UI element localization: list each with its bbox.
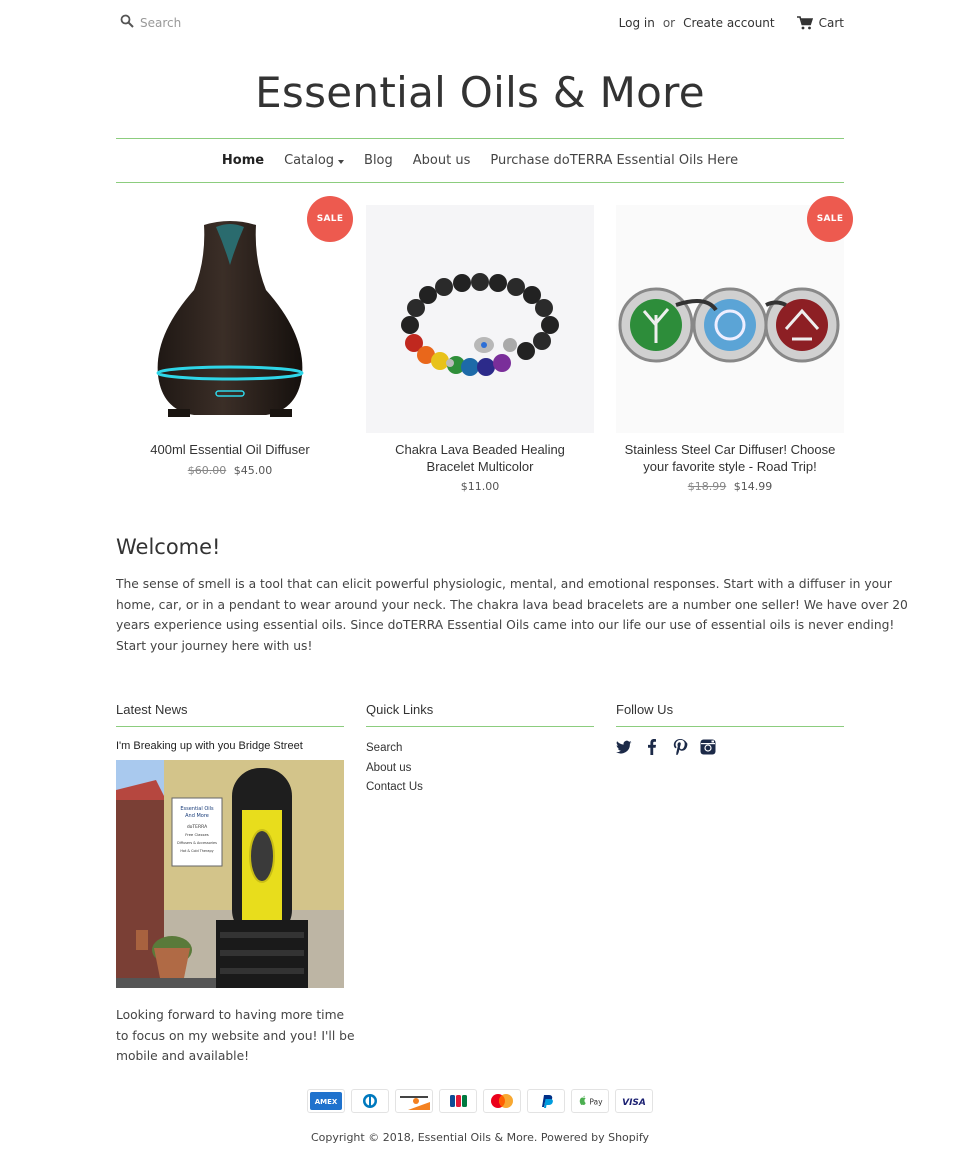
product-card-car-diffuser[interactable] — [616, 205, 844, 493]
facebook-icon[interactable] — [644, 739, 660, 755]
old-price: $60.00 — [187, 463, 227, 477]
product-title[interactable]: Stainless Steel Car Diffuser! Choose your favorite style - Road Trip! — [624, 442, 836, 474]
product-title[interactable]: 400ml Essential Oil Diffuser — [150, 442, 310, 457]
cart-icon — [797, 16, 813, 30]
search-icon[interactable] — [120, 13, 134, 32]
sale-price: $14.99 — [733, 480, 773, 493]
product-card-bracelet[interactable] — [366, 205, 594, 493]
apple-pay-icon — [571, 1089, 609, 1113]
footer-latest-news — [116, 702, 355, 1067]
twitter-icon[interactable] — [616, 739, 632, 755]
product-image-diffuser[interactable] — [116, 205, 344, 433]
visa-icon — [615, 1089, 653, 1113]
news-post-image[interactable] — [116, 760, 344, 988]
cart-link[interactable] — [797, 16, 844, 30]
or-separator: or — [662, 16, 676, 30]
sign-text: Free Classes — [185, 832, 209, 837]
mastercard-icon — [483, 1089, 521, 1113]
copyright: Copyright © 2018, Essential Oils & More. Powered by Shopify — [310, 1131, 650, 1144]
sign-text: And More — [185, 813, 209, 819]
amex-icon — [307, 1089, 345, 1113]
latest-news-title: Latest News — [116, 702, 344, 727]
sale-badge: SALE — [807, 196, 853, 242]
pinterest-icon[interactable] — [672, 739, 688, 755]
welcome-text: The sense of smell is a tool that can elicit powerful physiologic, mental, and emotional responses. Start with a diffuser in your home, car, or in a pendant to wear around your neck. The chakra lava bead bracelets are a number one seller! We have over 20 years experience using essential oils. Since doTERRA Essential Oils came into our life our use of essential oils is never ending! Start your journey here with us! — [116, 577, 908, 653]
create-account-link[interactable]: Create account — [683, 16, 775, 30]
product-price — [116, 464, 344, 477]
old-price: $18.99 — [687, 480, 727, 493]
search-form[interactable] — [120, 13, 280, 32]
quick-link-search[interactable]: Search — [366, 742, 403, 754]
payment-icons — [0, 1089, 960, 1113]
quick-link-about[interactable]: About us — [366, 761, 412, 774]
discover-icon — [395, 1089, 433, 1113]
nav-catalog[interactable] — [284, 153, 344, 168]
paypal-icon — [527, 1089, 565, 1113]
main-nav — [116, 138, 844, 183]
nav-purchase-doterra[interactable]: Purchase doTERRA Essential Oils Here — [490, 153, 739, 168]
sale-price: $45.00 — [233, 463, 273, 477]
site-title[interactable]: Essential Oils & More — [255, 68, 705, 117]
nav-catalog-label: Catalog — [284, 153, 335, 168]
nav-home[interactable]: Home — [221, 153, 265, 168]
search-input[interactable] — [140, 16, 280, 30]
product-price — [366, 480, 594, 493]
apple-pay-text: Pay — [589, 1097, 603, 1107]
sale-badge: SALE — [307, 196, 353, 242]
product-image-car-diffuser[interactable] — [616, 205, 844, 433]
diners-club-icon — [351, 1089, 389, 1113]
sign-text: Hot & Cold Therapy — [180, 849, 214, 853]
quick-link-contact[interactable]: Contact Us — [366, 781, 423, 793]
footer-quick-links — [366, 702, 594, 798]
product-card-diffuser[interactable] — [116, 205, 344, 477]
jcb-icon — [439, 1089, 477, 1113]
product-image-bracelet[interactable] — [366, 205, 594, 433]
visa-text: VISA — [622, 1098, 646, 1108]
instagram-icon[interactable] — [700, 739, 716, 755]
product-title[interactable]: Chakra Lava Beaded Healing Bracelet Multicolor — [395, 442, 565, 474]
cart-label: Cart — [818, 16, 844, 30]
nav-about[interactable]: About us — [412, 153, 471, 168]
caret-down-icon — [338, 160, 344, 164]
account-links — [619, 16, 844, 30]
sign-text: doTERRA — [186, 825, 208, 830]
news-post-title[interactable]: I'm Breaking up with you Bridge Street — [116, 740, 303, 752]
quick-links-list — [366, 739, 594, 798]
price: $11.00 — [460, 480, 500, 493]
footer-follow-us — [616, 702, 844, 755]
product-price — [616, 480, 844, 493]
sign-text: Essential Oils — [180, 806, 214, 812]
follow-us-title: Follow Us — [616, 702, 844, 727]
social-links — [616, 739, 844, 755]
sign-text: Diffusers & Accessories — [177, 841, 217, 845]
news-post-excerpt: Looking forward to having more time to focus on my website and you! I'll be mobile and available! — [116, 1008, 355, 1063]
welcome-title: Welcome! — [116, 535, 221, 559]
login-link[interactable]: Log in — [618, 16, 655, 30]
amex-text: AMEX — [314, 1098, 338, 1106]
quick-links-title: Quick Links — [366, 702, 594, 727]
nav-blog[interactable]: Blog — [364, 153, 393, 168]
